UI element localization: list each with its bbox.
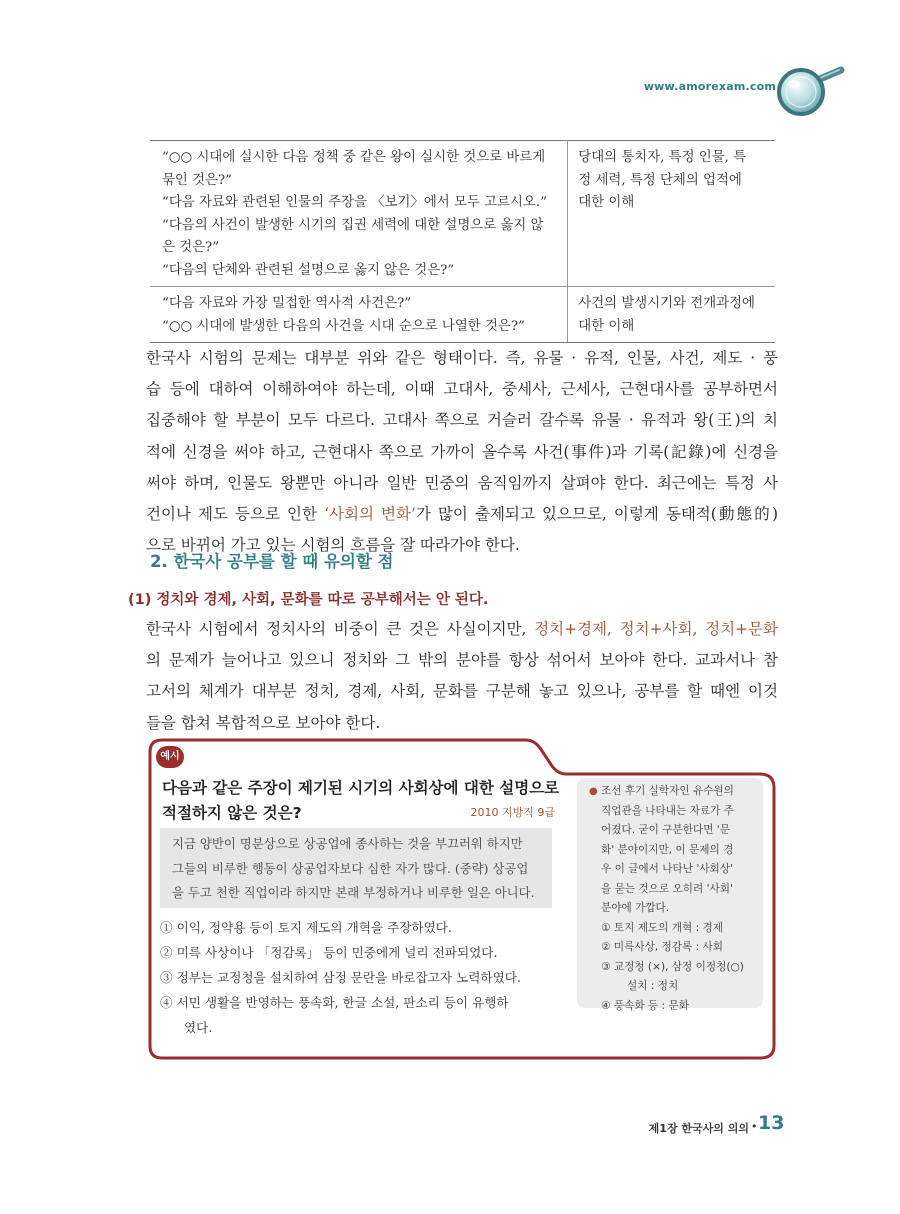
explanation-line: [589, 782, 755, 802]
answer-option-1: ① 이익, 정약용 등이 토지 제도의 개혁을 주장하였다.: [160, 920, 452, 935]
explanation-note: [577, 778, 763, 1012]
subsection-title: (1) 정치와 경제, 사회, 문화를 따로 공부해서는 안 된다.: [128, 592, 489, 608]
chapter-label: 제1장 한국사의 의의: [648, 1122, 749, 1135]
description-line: 정 세력, 특정 단체의 업적에: [578, 172, 742, 188]
quote-line: 그들의 비루한 행동이 상공업자보다 심한 자가 많다. (중략) 상공업: [172, 860, 529, 876]
question-line: “다음의 사건이 발생한 시기의 집권 세력에 대한 설명으로 옳지 않: [162, 217, 544, 233]
question-line: “○○ 시대에 발생한 다음의 사건을 시대 순으로 나열한 것은?”: [162, 318, 525, 334]
explanation-line: 직업관을 나타내는 자료가 주: [601, 804, 734, 817]
paragraph-line: 으로 바뀌어 가고 있는 시험의 흐름을 잘 따라가야 한다.: [146, 536, 520, 555]
answer-option-2: ② 미륵 사상이나 「정감록」 등이 민중에게 널리 전파되었다.: [160, 945, 498, 960]
paragraph-line: 집중해야 할 부분이 모두 다르다. 고대사 쪽으로 거슬러 갈수록 유물 · 유적과 왕(王)의 치: [146, 411, 778, 430]
site-url: www.amorexam.com: [643, 80, 776, 93]
description-line: 당대의 통치자, 특정 인물, 특: [578, 150, 747, 165]
question-line: “○○ 시대에 실시한 다음 정책 중 같은 왕이 실시한 것으로 바르게: [162, 150, 546, 165]
paragraph-line: 한국사 시험의 문제는 대부분 위와 같은 형태이다. 즉, 유물 · 유적, 인물, 사건, 제도 · 풍: [146, 349, 778, 367]
magnifier-icon: [775, 62, 847, 122]
explanation-line: 을 묻는 것으로 오히려 '사회': [601, 882, 733, 895]
explanation-answer-1: ① 토지 제도의 개혁 : 경제: [601, 921, 724, 934]
paragraph-line: 습 등에 대하여 이해하여야 하는데, 이때 고대사, 중세사, 근세사, 근현대사를 공부하면서: [146, 380, 778, 399]
paragraph-line: 들을 합쳐 복합적으로 보아야 한다.: [146, 713, 381, 732]
explanation-line: 우 이 글에서 나타난 '사회상': [601, 863, 733, 875]
question-line: “다음 자료와 가장 밀접한 역사적 사건은?”: [162, 296, 412, 311]
paragraph-line: 적에 신경을 써야 하고, 근현대사 쪽으로 가까이 올수록 사건(事件)과 기록(記錄)에 신경을: [146, 442, 778, 461]
example-question-line: 다음과 같은 주장이 제기된 시기의 사회상에 대한 설명으로: [162, 779, 560, 797]
paragraph-line: [146, 614, 778, 645]
highlight-text: 정치+경제, 정치+사회, 정치+문화: [534, 620, 778, 638]
paragraph-text: 건이나 제도 등으로 인한: [146, 505, 325, 524]
explanation-answer-3-cont: 설치 : 정치: [627, 980, 679, 992]
explanation-line: 화' 분야이지만, 이 문제의 경: [601, 843, 734, 856]
question-cell: [150, 287, 568, 343]
answer-option-4: ④ 서민 생활을 반영하는 풍속화, 한글 소설, 판소리 등이 유행하: [160, 995, 509, 1010]
separator-dot: •: [751, 1120, 758, 1133]
question-line: 은 것은?”: [162, 240, 220, 255]
question-cell: [150, 141, 568, 287]
explanation-answer-3: ③ 교정청 (×), 삼정 이정청(○): [601, 960, 744, 973]
quote-line: 을 두고 천한 직업이라 하지만 본래 부정하거나 비루한 일은 아니다.: [172, 885, 535, 900]
question-line: “다음 자료와 관련된 인물의 주장을 〈보기〉에서 모두 고르시오.”: [162, 195, 547, 210]
description-cell: [568, 287, 775, 343]
explanation-line: 어졌다. 굳이 구분한다면 '문: [601, 824, 730, 836]
description-line: 대한 이해: [578, 195, 635, 210]
table-row: [150, 287, 775, 343]
explanation-line: 분야에 가깝다.: [601, 902, 670, 914]
explanation-text: 조선 후기 실학자인 유수원의: [601, 785, 734, 797]
explanation-answer-2: ② 미륵사상, 정감록 : 사회: [601, 941, 724, 953]
paragraph-line: 의 문제가 늘어나고 있으니 정치와 그 밖의 분야를 항상 섞어서 보아야 한다. 교과서나 참: [146, 651, 778, 670]
example-quote-box: [160, 828, 552, 908]
description-line: 사건의 발생시기와 전개과정에: [578, 296, 755, 311]
description-line: 대한 이해: [578, 318, 635, 334]
answer-option-3: ③ 정부는 교정청을 설치하여 삼정 문란을 바로잡고자 노력하였다.: [160, 970, 521, 985]
quote-line: 지금 양반이 명분상으로 상공업에 종사하는 것을 부끄러워 하지만: [172, 836, 523, 851]
body-paragraph: [146, 614, 778, 739]
paragraph-line: 고서의 체계가 대부분 정치, 경제, 사회, 문화를 구분해 놓고 있으나, 공부를 할 때엔 이것: [146, 682, 778, 701]
lightbulb-icon: ●: [589, 786, 598, 797]
description-cell: [568, 141, 775, 287]
question-line: “다음의 단체와 관련된 설명으로 옳지 않은 것은?”: [162, 262, 455, 278]
paragraph-text: 가 많이 출제되고 있으므로, 이렇게 동태적(動態的): [415, 505, 778, 524]
paragraph-line: [146, 499, 778, 530]
explanation-answer-4: ④ 풍속화 등 : 문화: [601, 999, 689, 1012]
question-type-table: [150, 140, 775, 343]
paragraph-text: 한국사 시험에서 정치사의 비중이 큰 것은 사실이지만,: [146, 620, 535, 638]
exam-source-label: 2010 지방직 9급: [470, 806, 555, 819]
example-badge: 예시: [156, 746, 184, 768]
intro-paragraph: [146, 343, 778, 561]
highlight-text: ‘사회의 변화’: [324, 505, 416, 524]
answer-option-4-cont: 였다.: [184, 1020, 213, 1035]
page-number: 13: [758, 1112, 785, 1134]
question-line: 묶인 것은?”: [162, 172, 233, 188]
paragraph-line: 써야 하며, 인물도 왕뿐만 아니라 일반 민중의 움직임까지 살펴야 한다. 최근에는 특정 사: [146, 473, 778, 492]
example-question-line: 적절하지 않은 것은?: [162, 804, 302, 822]
section-title: 2. 한국사 공부를 할 때 유의할 점: [150, 552, 394, 571]
answer-options: [160, 915, 560, 1040]
table-row: [150, 141, 775, 287]
